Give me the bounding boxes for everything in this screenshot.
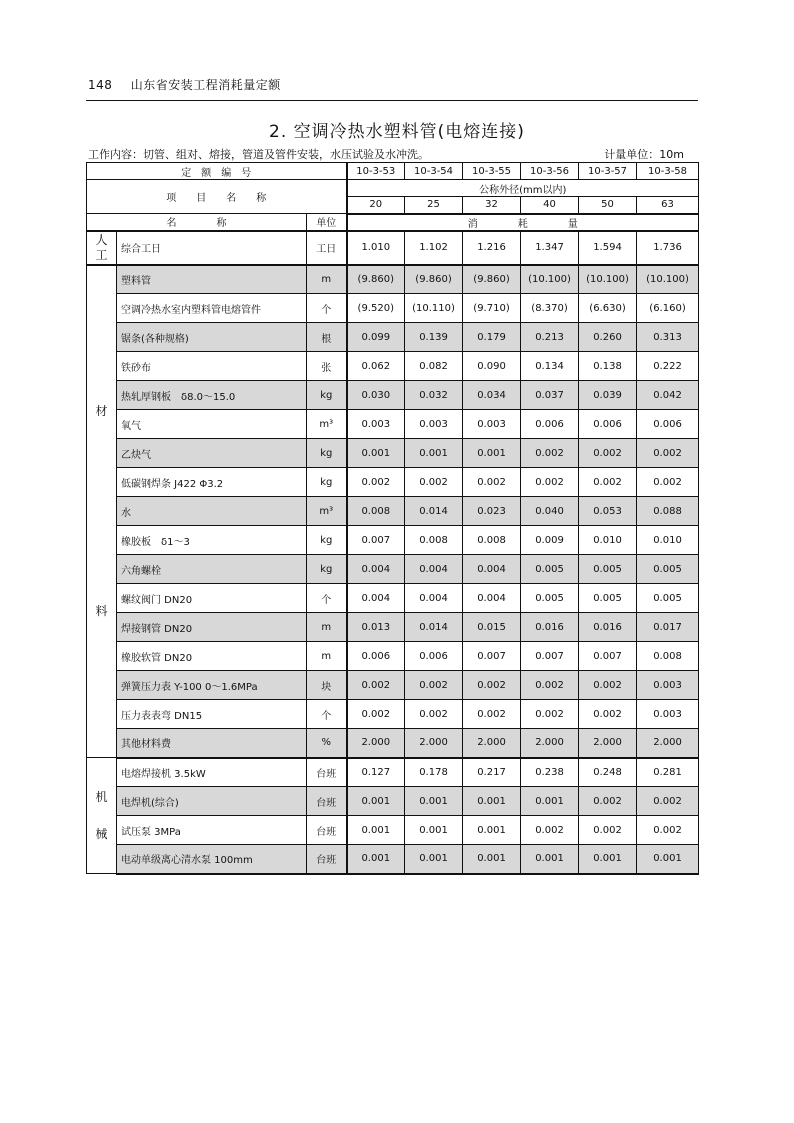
- consumption-value: 1.736: [637, 231, 699, 265]
- item-unit: kg: [307, 468, 347, 497]
- consumption-value: 0.002: [521, 700, 579, 729]
- consumption-value: 0.002: [521, 671, 579, 700]
- quota-no: 10-3-55: [463, 163, 521, 180]
- consumption-value: 0.017: [637, 613, 699, 642]
- consumption-value: 0.002: [637, 816, 699, 845]
- consumption-value: 0.002: [579, 671, 637, 700]
- table-row: [87, 584, 699, 613]
- table-row: [87, 845, 699, 874]
- consumption-value: 0.001: [637, 845, 699, 874]
- table-row: [87, 816, 699, 845]
- item-unit: kg: [307, 439, 347, 468]
- table-row: [87, 787, 699, 816]
- quota-no: 10-3-53: [347, 163, 405, 180]
- item-name: 电熔焊接机 3.5kW: [117, 758, 307, 787]
- consumption-value: 2.000: [463, 729, 521, 758]
- consumption-value: 0.002: [521, 816, 579, 845]
- item-unit: 根: [307, 323, 347, 352]
- consumption-value: 0.001: [579, 845, 637, 874]
- consumption-value: 0.002: [463, 700, 521, 729]
- table-row: [87, 526, 699, 555]
- consumption-value: 1.010: [347, 231, 405, 265]
- consumption-value: 2.000: [347, 729, 405, 758]
- consumption-value: 0.009: [521, 526, 579, 555]
- consumption-value: 0.213: [521, 323, 579, 352]
- section-title: 2. 空调冷热水塑料管(电熔连接): [269, 122, 525, 142]
- consumption-value: 0.005: [637, 555, 699, 584]
- consumption-value: (9.520): [347, 294, 405, 323]
- consumption-value: 0.281: [637, 758, 699, 787]
- quota-no: 10-3-58: [637, 163, 699, 180]
- consumption-value: 0.001: [347, 439, 405, 468]
- quota-number-row: [87, 163, 699, 180]
- consumption-value: (9.710): [463, 294, 521, 323]
- consumption-value: 0.010: [637, 526, 699, 555]
- consumption-value: 0.002: [347, 671, 405, 700]
- consumption-value: 0.007: [521, 642, 579, 671]
- consumption-value: 0.037: [521, 381, 579, 410]
- item-unit: m³: [307, 497, 347, 526]
- consumption-value: 2.000: [637, 729, 699, 758]
- consumption-value: 0.006: [579, 410, 637, 439]
- consumption-value: (9.860): [405, 265, 463, 294]
- page-header: [88, 76, 281, 93]
- consumption-value: 0.002: [405, 468, 463, 497]
- consumption-value: 0.006: [405, 642, 463, 671]
- consumption-value: 0.006: [637, 410, 699, 439]
- consumption-value: 0.002: [463, 468, 521, 497]
- consumption-value: 0.002: [637, 787, 699, 816]
- consumption-value: 0.127: [347, 758, 405, 787]
- consumption-value: 0.082: [405, 352, 463, 381]
- item-unit: m: [307, 642, 347, 671]
- item-name: 橡胶板 δ1～3: [117, 526, 307, 555]
- consumption-value: 0.042: [637, 381, 699, 410]
- consumption-value: 0.001: [405, 816, 463, 845]
- consumption-value: 0.002: [579, 700, 637, 729]
- consumption-value: 0.008: [637, 642, 699, 671]
- consumption-value: 0.088: [637, 497, 699, 526]
- consumption-value: 0.007: [579, 642, 637, 671]
- column-header-row: [87, 214, 699, 231]
- item-unit: kg: [307, 381, 347, 410]
- consumption-value: 0.062: [347, 352, 405, 381]
- header-rule: [86, 100, 698, 101]
- consumption-value: 0.003: [405, 410, 463, 439]
- consumption-value: 0.003: [347, 410, 405, 439]
- consumption-value: 0.238: [521, 758, 579, 787]
- table-row: [87, 642, 699, 671]
- consumption-value: (10.110): [405, 294, 463, 323]
- consumption-value: 0.002: [521, 439, 579, 468]
- consumption-value: 0.002: [579, 816, 637, 845]
- item-name: 锯条(各种规格): [117, 323, 307, 352]
- item-unit: 工日: [307, 231, 347, 265]
- consumption-value: 0.002: [579, 787, 637, 816]
- consumption-value: 1.102: [405, 231, 463, 265]
- item-name: 水: [117, 497, 307, 526]
- consumption-value: 0.001: [521, 787, 579, 816]
- consumption-value: 0.002: [405, 700, 463, 729]
- consumption-value: 0.001: [405, 439, 463, 468]
- consumption-value: 0.001: [521, 845, 579, 874]
- category-cell: [87, 265, 117, 758]
- consumption-value: 0.014: [405, 613, 463, 642]
- category-label-bottom: 械: [95, 826, 108, 841]
- consumption-value: 0.138: [579, 352, 637, 381]
- consumption-value: 0.002: [579, 468, 637, 497]
- consumption-value: 0.016: [579, 613, 637, 642]
- diameter-value: 20: [347, 197, 405, 214]
- item-unit: m³: [307, 410, 347, 439]
- table-row: [87, 758, 699, 787]
- quota-no-label: 定 额 编 号: [87, 163, 347, 180]
- table-row: [87, 700, 699, 729]
- item-unit: 个: [307, 584, 347, 613]
- consumption-value: 0.013: [347, 613, 405, 642]
- consumption-value: 0.002: [579, 439, 637, 468]
- consumption-value: (6.630): [579, 294, 637, 323]
- item-name: 乙炔气: [117, 439, 307, 468]
- consumption-value: 0.005: [637, 584, 699, 613]
- consumption-value: 0.023: [463, 497, 521, 526]
- item-name: 氧气: [117, 410, 307, 439]
- book-title: 山东省安装工程消耗量定额: [130, 78, 281, 92]
- page-number: 148: [88, 78, 113, 92]
- consumption-value: 0.002: [637, 439, 699, 468]
- item-unit: 个: [307, 294, 347, 323]
- consumption-value: 0.004: [405, 555, 463, 584]
- consumption-value: 0.010: [579, 526, 637, 555]
- consumption-value: 0.003: [637, 671, 699, 700]
- consumption-value: 0.179: [463, 323, 521, 352]
- item-name: 试压泵 3MPa: [117, 816, 307, 845]
- consumption-value: (10.100): [579, 265, 637, 294]
- consumption-value: 0.005: [579, 584, 637, 613]
- consumption-value: 2.000: [405, 729, 463, 758]
- consumption-value: 0.006: [347, 642, 405, 671]
- consumption-value: 0.004: [463, 555, 521, 584]
- item-unit: 台班: [307, 845, 347, 874]
- item-unit: 张: [307, 352, 347, 381]
- consumption-value: 0.001: [405, 787, 463, 816]
- consumption-value: 2.000: [579, 729, 637, 758]
- table-row: [87, 323, 699, 352]
- consumption-value: 0.005: [521, 584, 579, 613]
- item-name: 热轧厚钢板 δ8.0～15.0: [117, 381, 307, 410]
- consumption-header: 消 耗 量: [347, 214, 699, 231]
- consumption-value: (9.860): [347, 265, 405, 294]
- consumption-value: 0.001: [463, 816, 521, 845]
- consumption-value: 0.008: [405, 526, 463, 555]
- consumption-value: 1.216: [463, 231, 521, 265]
- consumption-value: 0.260: [579, 323, 637, 352]
- consumption-value: 0.004: [405, 584, 463, 613]
- consumption-value: 0.039: [579, 381, 637, 410]
- consumption-value: (6.160): [637, 294, 699, 323]
- item-name: 其他材料费: [117, 729, 307, 758]
- table-row: [87, 613, 699, 642]
- table-row: [87, 381, 699, 410]
- consumption-value: 0.002: [521, 468, 579, 497]
- category-label-top: 材: [95, 403, 108, 418]
- consumption-value: 0.134: [521, 352, 579, 381]
- consumption-value: 0.002: [637, 468, 699, 497]
- work-content: 工作内容：切管、组对、熔接，管道及管件安装，水压试验及水冲洗。: [88, 148, 429, 161]
- item-unit: m: [307, 265, 347, 294]
- consumption-value: 0.002: [463, 671, 521, 700]
- item-name-label: 项 目 名 称: [87, 180, 347, 214]
- item-unit: %: [307, 729, 347, 758]
- consumption-value: 0.004: [347, 584, 405, 613]
- consumption-value: 0.040: [521, 497, 579, 526]
- name-column-header: 名 称: [87, 214, 307, 231]
- category-label-top: 机: [95, 789, 108, 804]
- consumption-value: 0.004: [463, 584, 521, 613]
- item-name: 综合工日: [117, 231, 307, 265]
- table-row: [87, 352, 699, 381]
- diameter-label: 公称外径(mm以内): [347, 180, 699, 197]
- consumption-value: 0.217: [463, 758, 521, 787]
- category-cell: [87, 758, 117, 874]
- item-unit: 个: [307, 700, 347, 729]
- quota-no: 10-3-54: [405, 163, 463, 180]
- item-unit: 台班: [307, 787, 347, 816]
- item-name: 低碳钢焊条 J422 Φ3.2: [117, 468, 307, 497]
- item-unit: 块: [307, 671, 347, 700]
- diameter-value: 40: [521, 197, 579, 214]
- consumption-value: 0.005: [521, 555, 579, 584]
- consumption-value: 0.034: [463, 381, 521, 410]
- consumption-value: 0.090: [463, 352, 521, 381]
- consumption-value: 0.006: [521, 410, 579, 439]
- consumption-value: 0.003: [637, 700, 699, 729]
- consumption-value: 0.001: [347, 845, 405, 874]
- quota-no: 10-3-56: [521, 163, 579, 180]
- quota-no: 10-3-57: [579, 163, 637, 180]
- diameter-value: 63: [637, 197, 699, 214]
- table-row: [87, 468, 699, 497]
- consumption-value: 0.002: [347, 468, 405, 497]
- table-row: [87, 294, 699, 323]
- consumption-value: 0.008: [347, 497, 405, 526]
- consumption-value: 0.005: [579, 555, 637, 584]
- category-label: 人工: [95, 232, 108, 262]
- consumption-value: (9.860): [463, 265, 521, 294]
- consumption-value: (8.370): [521, 294, 579, 323]
- item-name: 弹簧压力表 Y-100 0～1.6MPa: [117, 671, 307, 700]
- table-row: [87, 729, 699, 758]
- measure-unit: 计量单位：10m: [604, 148, 684, 161]
- diameter-label-row: [87, 180, 699, 197]
- item-name: 焊接钢管 DN20: [117, 613, 307, 642]
- consumption-value: 2.000: [521, 729, 579, 758]
- consumption-value: 0.001: [463, 845, 521, 874]
- item-name: 塑料管: [117, 265, 307, 294]
- consumption-value: 0.015: [463, 613, 521, 642]
- consumption-value: 0.014: [405, 497, 463, 526]
- item-name: 压力表表弯 DN15: [117, 700, 307, 729]
- quota-table: [86, 162, 699, 875]
- category-label-bottom: 料: [95, 603, 108, 618]
- item-unit: kg: [307, 526, 347, 555]
- consumption-value: 0.139: [405, 323, 463, 352]
- category-cell: [87, 231, 117, 265]
- diameter-value: 32: [463, 197, 521, 214]
- item-name: 电焊机(综合): [117, 787, 307, 816]
- item-name: 铁砂布: [117, 352, 307, 381]
- consumption-value: 0.053: [579, 497, 637, 526]
- consumption-value: 0.001: [405, 845, 463, 874]
- table-row: [87, 439, 699, 468]
- consumption-value: 0.001: [463, 787, 521, 816]
- item-unit: kg: [307, 555, 347, 584]
- consumption-value: 0.001: [347, 787, 405, 816]
- consumption-value: (10.100): [521, 265, 579, 294]
- consumption-value: 0.030: [347, 381, 405, 410]
- item-name: 六角螺栓: [117, 555, 307, 584]
- table-row: [87, 231, 699, 265]
- table-row: [87, 410, 699, 439]
- item-name: 螺纹阀门 DN20: [117, 584, 307, 613]
- consumption-value: 0.001: [347, 816, 405, 845]
- consumption-value: 1.347: [521, 231, 579, 265]
- item-name: 橡胶软管 DN20: [117, 642, 307, 671]
- consumption-value: 0.032: [405, 381, 463, 410]
- unit-column-header: 单位: [307, 214, 347, 231]
- consumption-value: 0.007: [347, 526, 405, 555]
- consumption-value: 0.016: [521, 613, 579, 642]
- consumption-value: 0.004: [347, 555, 405, 584]
- diameter-value: 50: [579, 197, 637, 214]
- item-unit: 台班: [307, 758, 347, 787]
- diameter-value: 25: [405, 197, 463, 214]
- consumption-value: 0.008: [463, 526, 521, 555]
- consumption-value: 0.222: [637, 352, 699, 381]
- consumption-value: 0.002: [405, 671, 463, 700]
- consumption-value: 0.248: [579, 758, 637, 787]
- consumption-value: 0.001: [463, 439, 521, 468]
- item-name: 电动单级离心清水泵 100mm: [117, 845, 307, 874]
- table-row: [87, 555, 699, 584]
- consumption-value: 1.594: [579, 231, 637, 265]
- item-name: 空调冷热水室内塑料管电熔管件: [117, 294, 307, 323]
- table-row: [87, 265, 699, 294]
- consumption-value: (10.100): [637, 265, 699, 294]
- consumption-value: 0.003: [463, 410, 521, 439]
- consumption-value: 0.007: [463, 642, 521, 671]
- consumption-value: 0.313: [637, 323, 699, 352]
- consumption-value: 0.002: [347, 700, 405, 729]
- item-unit: 台班: [307, 816, 347, 845]
- consumption-value: 0.099: [347, 323, 405, 352]
- table-row: [87, 497, 699, 526]
- consumption-value: 0.178: [405, 758, 463, 787]
- table-row: [87, 671, 699, 700]
- item-unit: m: [307, 613, 347, 642]
